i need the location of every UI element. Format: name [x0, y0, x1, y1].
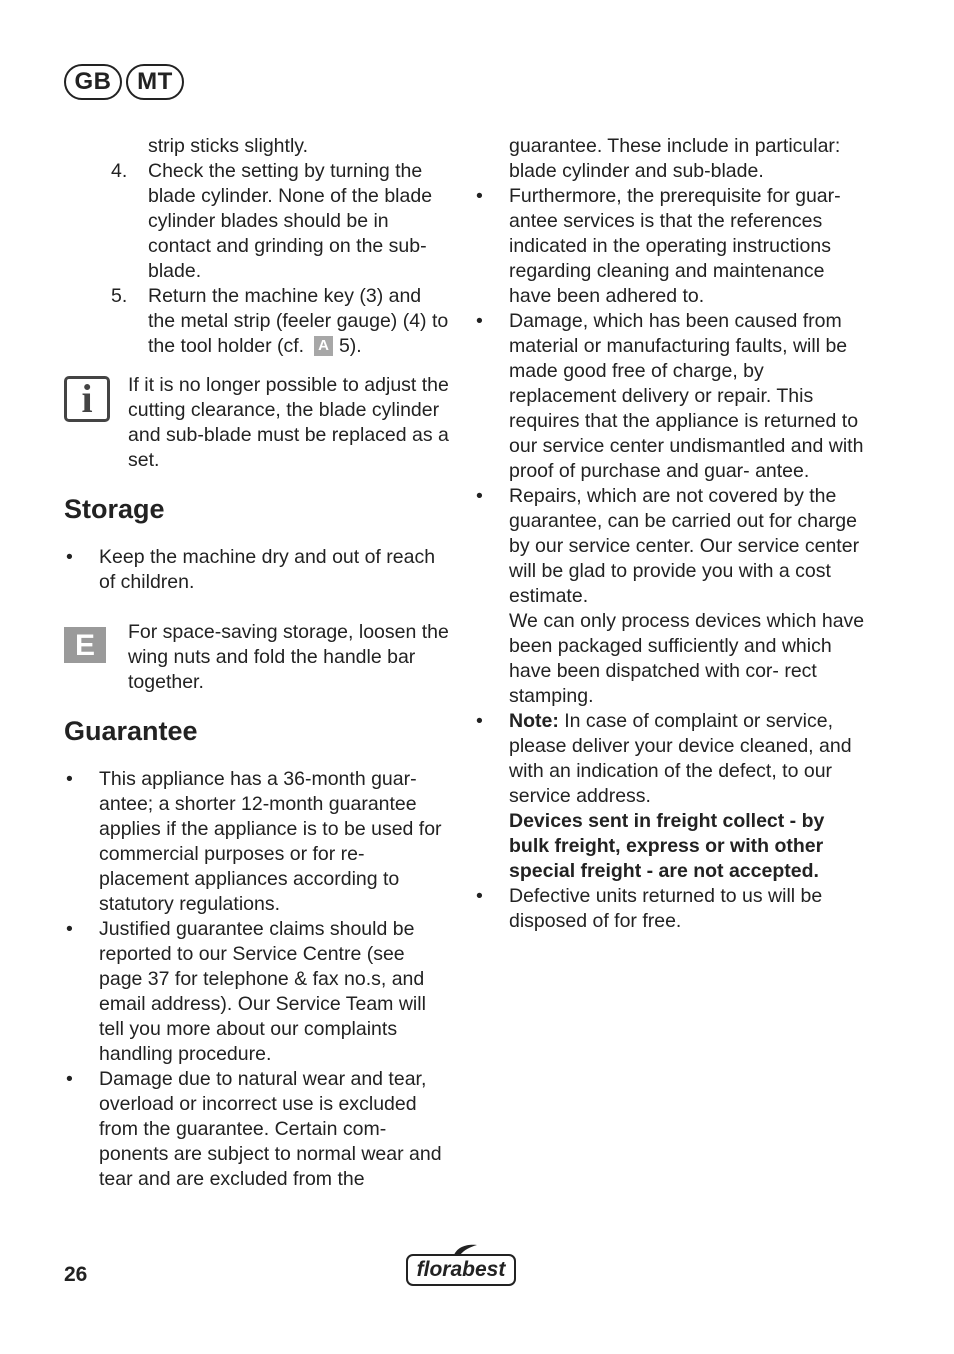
list-item-text: Damage, which has been caused from material or manufacturing faults, will be made good free of charge, by replacement delivery or repair. This requires that the appliance is returned to our service center undismantled and with proof of purchase and guar- antee.: [509, 310, 864, 482]
florabest-logo: florabest: [406, 1254, 516, 1286]
step-3-continuation: strip sticks slightly.: [148, 135, 308, 157]
language-badge-gb: GB: [64, 64, 122, 100]
step-5-text-before: Return the machine key (3) and the metal strip (feeler gauge) (4) to the tool holder (cf.: [148, 285, 449, 357]
info-notice: [64, 373, 450, 473]
right-column: [474, 134, 866, 934]
bullet-icon: •: [476, 885, 483, 907]
list-item: [474, 884, 866, 934]
list-item-text: Defective units returned to us will be disposed of for free.: [509, 885, 823, 932]
list-item-text: This appliance has a 36-month guar- antee; a shorter 12-month guarantee applies if the appliance is to be used for commercial purposes or for re- placement appliances according to statutory regulations.: [99, 768, 442, 915]
step-5-number: 5.: [111, 285, 128, 307]
storage-e-notice-text: For space-saving storage, loosen the wing nuts and fold the handle bar together.: [128, 621, 449, 693]
info-notice-text: If it is no longer possible to adjust the cutting clearance, the blade cylinder and sub-blade must be replaced as a set.: [128, 374, 449, 471]
list-item-text: [509, 484, 866, 709]
storage-bullet-text: Keep the machine dry and out of reach of children.: [99, 546, 436, 593]
bullet-icon: •: [66, 768, 73, 790]
language-badge-mt: MT: [126, 64, 184, 100]
note-warning: Devices sent in freight collect - by bulk freight, express or with other special freight - are not accepted.: [509, 810, 825, 882]
bullet-icon: •: [476, 485, 483, 507]
list-item-text: [509, 709, 866, 884]
list-item: [474, 484, 866, 709]
guarantee-continuation: guarantee. These include in particular: blade cylinder and sub-blade.: [509, 135, 841, 182]
step-5-text-after: 5).: [338, 335, 362, 357]
list-item-text: Damage due to natural wear and tear, overload or incorrect use is excluded from the guarantee. Certain com- ponents are subject to normal wear and tear and are excluded from the: [99, 1068, 442, 1190]
left-column: [64, 134, 450, 1192]
storage-bullet: [64, 545, 450, 595]
list-item: [474, 709, 866, 884]
repairs-text: Repairs, which are not covered by the guarantee, can be carried out for charge by our service center. Our service center will be glad to provide you with a cost estimate.: [509, 485, 860, 607]
step-4-text: Check the setting by turning the blade cylinder. None of the blade cylinder blades should be in contact and grinding on the sub-blade.: [148, 160, 433, 282]
step-4-number: 4.: [111, 160, 128, 182]
bullet-icon: •: [66, 1068, 73, 1090]
list-item-text: Justified guarantee claims should be reported to our Service Centre (see page 37 for telephone & fax no.s, and email address). Our Service Team will tell you more about our complaints handling procedure.: [99, 918, 426, 1065]
list-item: [474, 309, 866, 484]
list-item: [64, 917, 450, 1067]
e-figure-icon: E: [64, 627, 106, 663]
bullet-icon: •: [476, 310, 483, 332]
info-icon: i: [64, 376, 110, 422]
step-5: [64, 284, 450, 359]
page-number: 26: [64, 1263, 88, 1286]
storage-e-notice: [64, 620, 450, 695]
storage-heading: Storage: [64, 494, 165, 524]
bullet-icon: •: [66, 918, 73, 940]
guarantee-heading: Guarantee: [64, 716, 198, 746]
figure-reference-badge: A: [314, 336, 333, 356]
step-4: [64, 159, 450, 284]
bullet-icon: •: [476, 710, 483, 732]
repairs-text-packaging: We can only process devices which have been packaged sufficiently and which have been dispatched with cor- rect stamping.: [509, 610, 865, 707]
list-item: [64, 1067, 450, 1192]
guarantee-bullet-list: [64, 767, 450, 1192]
list-item: [474, 184, 866, 309]
note-text: In case of complaint or service, please deliver your device cleaned, and with an indication of the defect, to our service address.: [509, 710, 852, 807]
language-badges: [64, 64, 184, 100]
list-item: [64, 767, 450, 917]
note-label: Note:: [509, 710, 559, 732]
step-5-text: [148, 284, 450, 359]
list-item-text: Furthermore, the prerequisite for guar- antee services is that the references indicated in the operating instructions regarding cleaning and maintenance have been adhered to.: [509, 185, 841, 307]
bullet-icon: •: [476, 185, 483, 207]
bullet-icon: •: [66, 546, 73, 568]
